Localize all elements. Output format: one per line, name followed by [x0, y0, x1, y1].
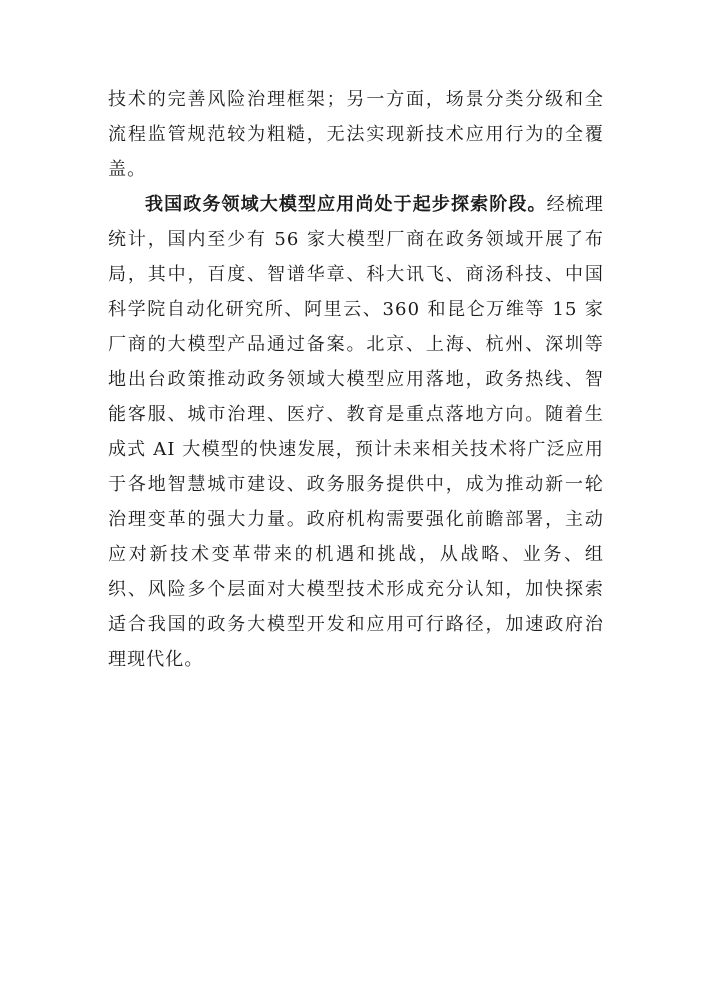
document-body [108, 82, 604, 677]
paragraph-text: 技术的完善风险治理框架；另一方面，场景分类分级和全流程监管规范较为粗糙，无法实现新技术应用行为的全覆盖。 [108, 89, 604, 180]
paragraph-gov-llm [108, 187, 604, 677]
paragraph-text: 经梳理统计，国内至少有 56 家大模型厂商在政务领域开展了布局，其中，百度、智谱华章、科大讯飞、商汤科技、中国科学院自动化研究所、阿里云、360 和昆仑万维等 15 家厂商的大模型产品通过备案。北京、上海、杭州、深圳等地出台政策推动政务领域大模型应用落地，政务热线、智能客服、城市治理、医疗、教育是重点落地方向。随着生成式 AI 大模型的快速发展，预计未来相关技术将广泛应用于各地智慧城市建设、政务服务提供中，成为推动新一轮治理变革的强大力量。政府机构需要强化前瞻部署，主动应对新技术变革带来的机遇和挑战，从战略、业务、组织、风险多个层面对大模型技术形成充分认知，加快探索适合我国的政务大模型开发和应用可行路径，加速政府治理现代化。 [108, 194, 604, 670]
paragraph-continuation [108, 82, 604, 187]
paragraph-lead-bold: 我国政务领域大模型应用尚处于起步探索阶段。 [145, 194, 547, 215]
